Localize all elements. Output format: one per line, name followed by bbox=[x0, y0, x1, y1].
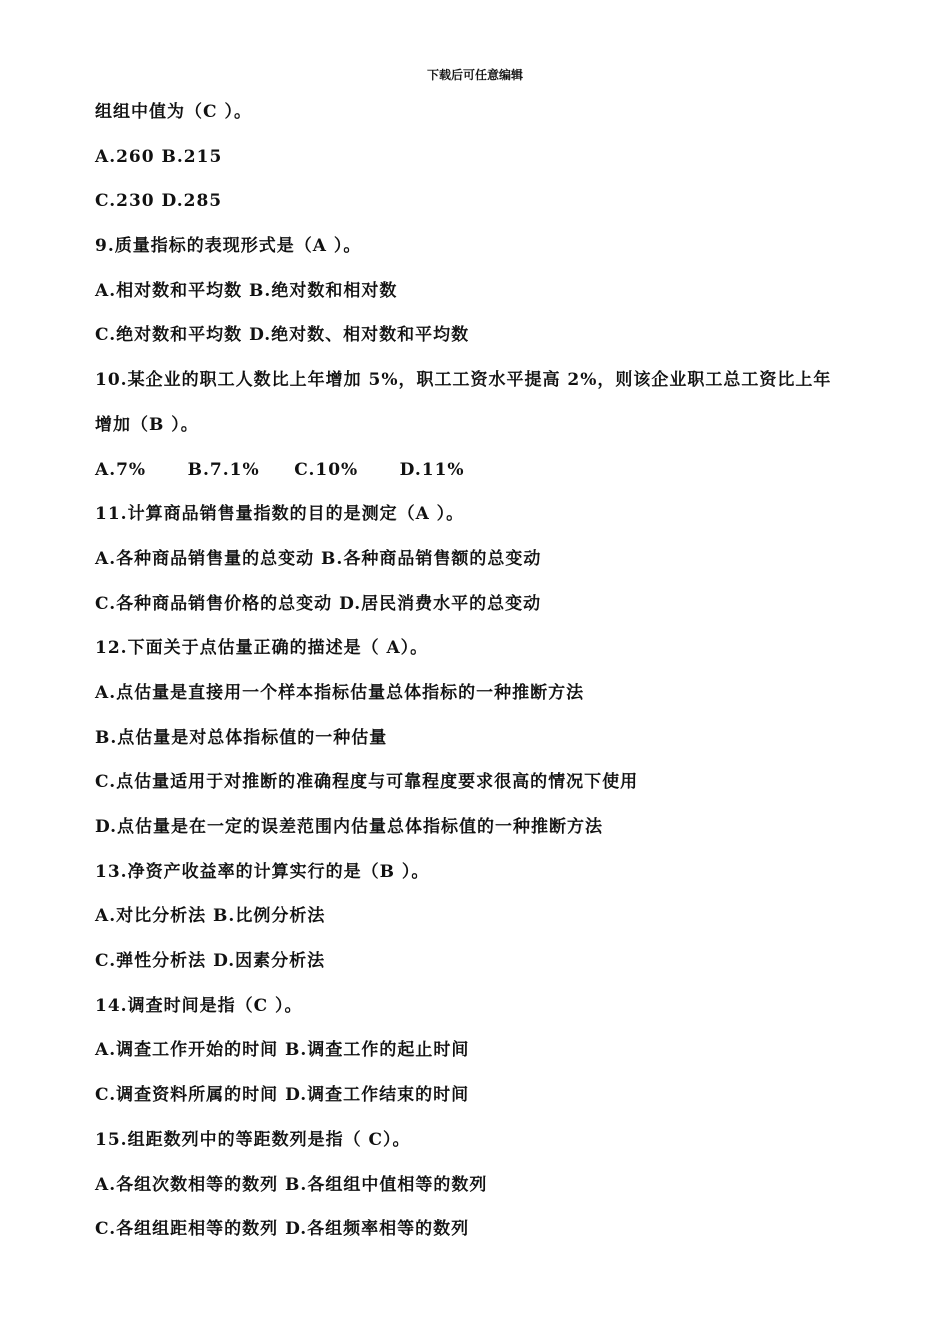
text-line: C.点估量适用于对推断的准确程度与可靠程度要求很高的情况下使用 bbox=[95, 772, 639, 793]
question-11: 11.计算商品销售量指数的目的是测定（A ）。 bbox=[95, 504, 465, 525]
text-line: A.7% B.7.1% C.10% D.11% bbox=[95, 459, 465, 480]
question-9: 9.质量指标的表现形式是（A ）。 bbox=[95, 236, 362, 257]
text-line: A.对比分析法 B.比例分析法 bbox=[95, 906, 326, 927]
text-line: A.点估量是直接用一个样本指标估量总体指标的一种推断方法 bbox=[95, 682, 585, 703]
text-line: C.各组组距相等的数列 D.各组频率相等的数列 bbox=[95, 1219, 470, 1240]
question-10: 10.某企业的职工人数比上年增加 5%，职工工资水平提高 2%，则该企业职工总工资比上年 bbox=[95, 370, 832, 391]
document-body bbox=[95, 98, 895, 1260]
question-14: 14.调查时间是指（C ）。 bbox=[95, 995, 303, 1016]
text-line: C.绝对数和平均数 D.绝对数、相对数和平均数 bbox=[95, 325, 470, 346]
question-12: 12.下面关于点估量正确的描述是（ A）。 bbox=[95, 638, 429, 659]
text-line: C.弹性分析法 D.因素分析法 bbox=[95, 951, 326, 972]
text-line: A.各组次数相等的数列 B.各组组中值相等的数列 bbox=[95, 1174, 488, 1195]
text-line: C.调查资料所属的时间 D.调查工作结束的时间 bbox=[95, 1085, 470, 1106]
text-line: A.各种商品销售量的总变动 B.各种商品销售额的总变动 bbox=[95, 548, 542, 569]
text-line: B.点估量是对总体指标值的一种估量 bbox=[95, 727, 388, 748]
question-13: 13.净资产收益率的计算实行的是（B ）。 bbox=[95, 861, 430, 882]
text-line: C.各种商品销售价格的总变动 D.居民消费水平的总变动 bbox=[95, 593, 542, 614]
text-line: A.调查工作开始的时间 B.调查工作的起止时间 bbox=[95, 1040, 470, 1061]
text-line: D.点估量是在一定的误差范围内估量总体指标值的一种推断方法 bbox=[95, 817, 604, 837]
text-line: 增加（B ）。 bbox=[95, 414, 199, 435]
page-header: 下载后可任意编辑 bbox=[426, 68, 523, 82]
question-15: 15.组距数列中的等距数列是指（ C）。 bbox=[95, 1129, 411, 1150]
text-line: 组组中值为（C ）。 bbox=[95, 102, 252, 122]
text-line: C.230 D.285 bbox=[95, 191, 223, 212]
text-line: A.相对数和平均数 B.绝对数和相对数 bbox=[95, 280, 398, 301]
text-line: A.260 B.215 bbox=[95, 146, 223, 167]
